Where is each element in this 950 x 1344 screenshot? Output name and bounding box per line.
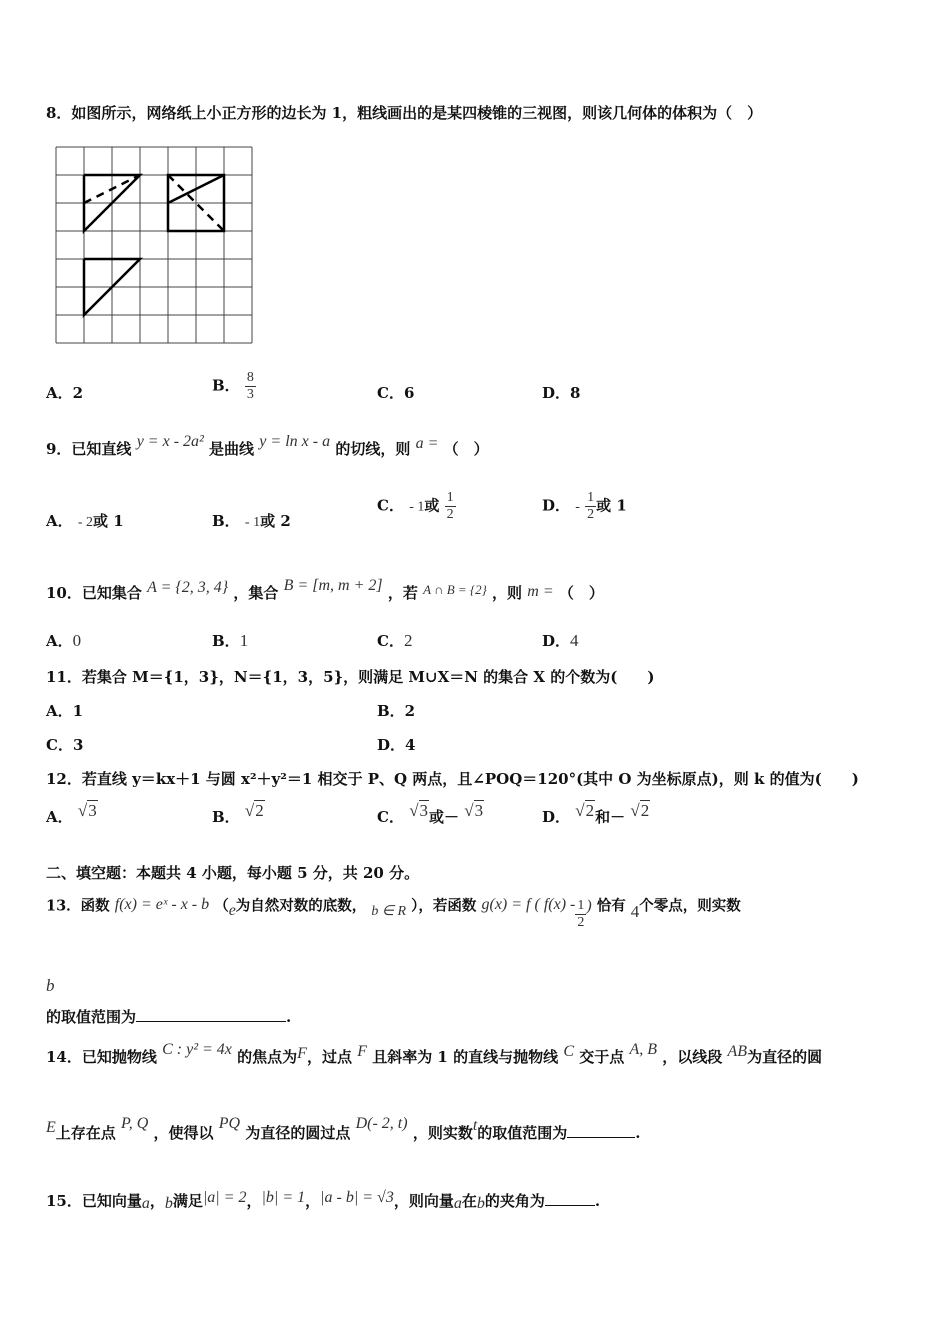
q13-e-var: e	[228, 901, 236, 919]
q10-stem	[46, 577, 604, 603]
q14-t2: ，过点	[306, 1048, 352, 1066]
q9-option-c-num: 1	[446, 490, 454, 505]
q15-a: a	[141, 1195, 150, 1212]
q15-t1: 满足	[172, 1192, 203, 1210]
q12-option-a[interactable]	[46, 801, 98, 827]
q9-suffix: （ ）	[443, 440, 489, 458]
q8-option-a[interactable]: A．2	[46, 384, 84, 402]
q10-option-a-val: 0	[72, 631, 82, 650]
q14-end: .	[635, 1124, 641, 1142]
q10-cond: A ∩ B = {2}	[423, 582, 487, 597]
q14-PQ: P, Q	[121, 1115, 149, 1132]
q13-line2-end: .	[286, 1008, 292, 1026]
q10-mid1: ，集合	[233, 584, 279, 602]
q12-option-d[interactable]	[542, 801, 650, 827]
q9-option-d-num: 1	[587, 490, 595, 505]
q13-answer-blank[interactable]	[136, 1021, 286, 1022]
q9-option-c-val: - 1	[409, 499, 425, 515]
q10-option-d-label: D．	[542, 632, 571, 650]
q9-option-d[interactable]	[542, 490, 627, 523]
q9-option-d-sign: -	[575, 499, 580, 515]
q13-mid3: ），若函数	[411, 897, 477, 915]
q8-option-b-num: 8	[246, 370, 254, 385]
q14-t8: ，使得以	[153, 1124, 214, 1142]
q9-mid1: 是曲线	[209, 440, 255, 458]
q14-t4: 交于点	[579, 1048, 625, 1066]
q10-mid2: ，若	[387, 584, 418, 602]
q13-stem	[46, 890, 741, 930]
q14-answer-blank[interactable]	[567, 1137, 635, 1138]
q14-t10: ，则实数	[412, 1124, 473, 1142]
q12-option-c-label: C．	[377, 808, 404, 826]
q12-option-c-rad2: 3	[474, 801, 484, 820]
q12-option-d-sqrt2: √2	[630, 801, 650, 820]
q10-option-b-val: 1	[239, 631, 249, 650]
q14-t3: 且斜率为 1 的直线与抛物线	[372, 1048, 559, 1066]
q9-option-a-label: A．	[46, 512, 73, 530]
q9-option-c-fraction	[445, 490, 456, 523]
q9-line-eq: y = x - 2a²	[136, 433, 204, 450]
q12-option-c-sqrt: √3	[409, 801, 429, 820]
q14-t11: 的取值范围为	[477, 1124, 568, 1142]
q8-option-b-fraction	[245, 370, 256, 403]
q8-option-d[interactable]: D．8	[542, 384, 581, 402]
q8-stem: 8．如图所示，网络纸上小正方形的边长为 1，粗线画出的是某四棱锥的三视图，则该几何体的体积为（ ）	[46, 104, 763, 122]
q14-t1: 的焦点为	[237, 1048, 298, 1066]
q9-option-c[interactable]	[377, 490, 456, 523]
q9-stem	[46, 433, 489, 459]
q10-setB: B = [m, m + 2]	[283, 577, 383, 594]
q12-option-b-label: B．	[212, 808, 240, 826]
q14-D: D(- 2, t)	[355, 1115, 408, 1132]
q9-option-d-fraction	[585, 490, 596, 523]
q9-var: a =	[415, 435, 439, 452]
q9-curve-eq: y = ln x - a	[259, 433, 331, 450]
q13-line2-var: b	[46, 976, 55, 995]
q9-option-d-label: D．	[542, 496, 571, 515]
q14-t6: 为直径的圆	[747, 1048, 823, 1066]
q14-AB: A, B	[629, 1041, 658, 1058]
q9-option-b-tail: 或 2	[260, 512, 291, 530]
q14-PQ2: PQ	[218, 1115, 241, 1132]
q11-option-a[interactable]: A．1	[46, 702, 84, 720]
q14-F2: F	[357, 1043, 367, 1060]
q10-option-b[interactable]	[212, 630, 248, 651]
q8-option-c[interactable]: C．6	[377, 384, 415, 402]
q10-option-c[interactable]	[377, 630, 412, 651]
q10-option-c-label: C．	[377, 632, 404, 650]
q10-setA: A = {2, 3, 4}	[147, 579, 229, 596]
q14-line2	[46, 1115, 641, 1143]
q13-line2	[46, 976, 292, 1027]
q15-cond2: |b| = 1	[261, 1189, 306, 1206]
q13-count: 4	[630, 901, 640, 921]
q12-option-a-label: A．	[46, 808, 73, 826]
q14-t7: 上存在点	[55, 1124, 116, 1142]
q12-option-a-rad: 3	[88, 801, 97, 820]
q9-mid2: 的切线，则	[335, 440, 411, 458]
q13-g-close: )	[586, 897, 592, 915]
q14-t-var: t	[472, 1117, 478, 1134]
q10-option-b-label: B．	[212, 632, 240, 650]
q13-cond: b ∈ R	[371, 903, 407, 919]
q9-option-a[interactable]	[46, 510, 124, 531]
q9-option-d-den: 2	[587, 507, 595, 522]
q11-stem: 11．若集合 M＝{1，3}，N＝{1，3，5}，则满足 M∪X＝N 的集合 X 的个数为( )	[46, 668, 655, 686]
q13-mid4: 恰有	[596, 897, 626, 915]
q12-option-d-sqrt: √2	[575, 801, 595, 820]
q13-prefix: 13．函数	[46, 897, 110, 915]
q10-option-a-label: A．	[46, 632, 73, 650]
q11-option-d[interactable]: D．4	[377, 736, 416, 754]
q14-stem	[46, 1041, 823, 1067]
q15-a2: a	[453, 1195, 462, 1212]
q9-option-d-tail: 或 1	[596, 496, 627, 515]
q12-option-c-sqrt2: √3	[464, 801, 484, 820]
q14-AB2: AB	[727, 1043, 748, 1060]
q13-g-den: 2	[577, 915, 585, 930]
q9-option-b[interactable]	[212, 510, 291, 531]
q15-t4: 的夹角为	[484, 1192, 545, 1210]
q14-t5: ，以线段	[662, 1048, 723, 1066]
q10-mid3: ，则	[492, 584, 523, 602]
q13-g-num: 1	[577, 898, 585, 913]
q10-option-d[interactable]	[542, 630, 579, 651]
q15-sep: ，	[149, 1192, 165, 1210]
q9-option-c-mid: 或	[424, 496, 440, 515]
q15-t3: 在	[461, 1192, 477, 1210]
q8-option-b-den: 3	[246, 387, 254, 402]
q9-option-a-tail: 或 1	[93, 512, 124, 530]
q8-option-b-label: B．	[212, 376, 240, 395]
q15-stem: 15．已知向量a，b满足|a| = 2，|b| = 1，|a - b| = √3，则向量a在b的夹角为 .	[46, 1189, 601, 1212]
section-2-heading: 二、填空题：本题共 4 小题，每小题 5 分，共 20 分。	[46, 864, 420, 882]
q11-option-c[interactable]: C．3	[46, 736, 84, 754]
q11-option-b[interactable]: B．2	[377, 702, 416, 720]
q15-end: .	[594, 1192, 601, 1210]
q10-option-d-val: 4	[570, 631, 579, 650]
q14-E: E	[46, 1119, 56, 1136]
q15-t2: ，则向量	[393, 1192, 454, 1210]
q14-prefix: 14．已知抛物线	[46, 1048, 157, 1066]
q12-option-d-rad: 2	[585, 801, 595, 820]
q12-option-a-sqrt: √3	[77, 801, 97, 820]
q14-F1: F	[297, 1045, 307, 1062]
q12-option-d-mid: 和－	[595, 808, 626, 826]
q14-parabola: C : y² = 4x	[162, 1041, 232, 1058]
q13-mid1: （	[214, 897, 229, 915]
q12-option-c-mid: 或－	[429, 808, 460, 826]
q12-option-d-rad2: 2	[640, 801, 650, 820]
q13-mid2: 为自然对数的底数，	[235, 897, 367, 915]
three-view-figure	[54, 145, 254, 345]
q8-option-b[interactable]	[212, 370, 256, 403]
q12-option-b-rad: 2	[255, 801, 264, 820]
q13-g-fraction	[575, 898, 586, 931]
q10-prefix: 10．已知集合	[46, 584, 142, 602]
q13-suffix: 个零点，则实数	[639, 897, 741, 915]
q14-t9: 为直径的圆过点	[245, 1124, 351, 1142]
q9-option-c-label: C．	[377, 496, 404, 515]
q10-suffix: （ ）	[558, 584, 604, 602]
q13-func: f(x) = eˣ - x - b	[114, 895, 210, 913]
q9-option-a-val: - 2	[77, 515, 94, 530]
q15-prefix: 15．已知向量	[46, 1192, 142, 1210]
q15-cond3: |a - b| = √3	[320, 1189, 394, 1206]
q12-option-d-label: D．	[542, 808, 571, 826]
q9-option-b-val: - 1	[244, 515, 261, 530]
q13-line2-text: 的取值范围为	[46, 1008, 137, 1026]
q12-option-b-sqrt: √2	[244, 801, 264, 820]
q15-b: b	[164, 1195, 173, 1212]
q12-option-c-rad: 3	[419, 801, 429, 820]
q9-prefix: 9．已知直线	[46, 440, 132, 458]
q9-option-c-den: 2	[446, 507, 454, 522]
q12-stem: 12．若直线 y＝kx＋1 与圆 x²＋y²＝1 相交于 P、Q 两点，且∠POQ＝120°(其中 O 为坐标原点)，则 k 的值为( )	[46, 770, 859, 788]
q10-option-c-val: 2	[403, 631, 413, 650]
q12-option-b[interactable]	[212, 801, 265, 827]
q10-var: m =	[527, 583, 554, 600]
q15-answer-blank[interactable]	[545, 1205, 595, 1206]
q13-gfunc: g(x) = f ( f(x) -	[481, 895, 576, 913]
q14-C: C	[563, 1043, 574, 1060]
q12-option-c[interactable]	[377, 801, 484, 827]
q15-cond1: |a| = 2	[202, 1189, 247, 1206]
q9-option-b-label: B．	[212, 512, 240, 530]
q15-b2: b	[476, 1195, 485, 1212]
q10-option-a[interactable]	[46, 630, 81, 651]
